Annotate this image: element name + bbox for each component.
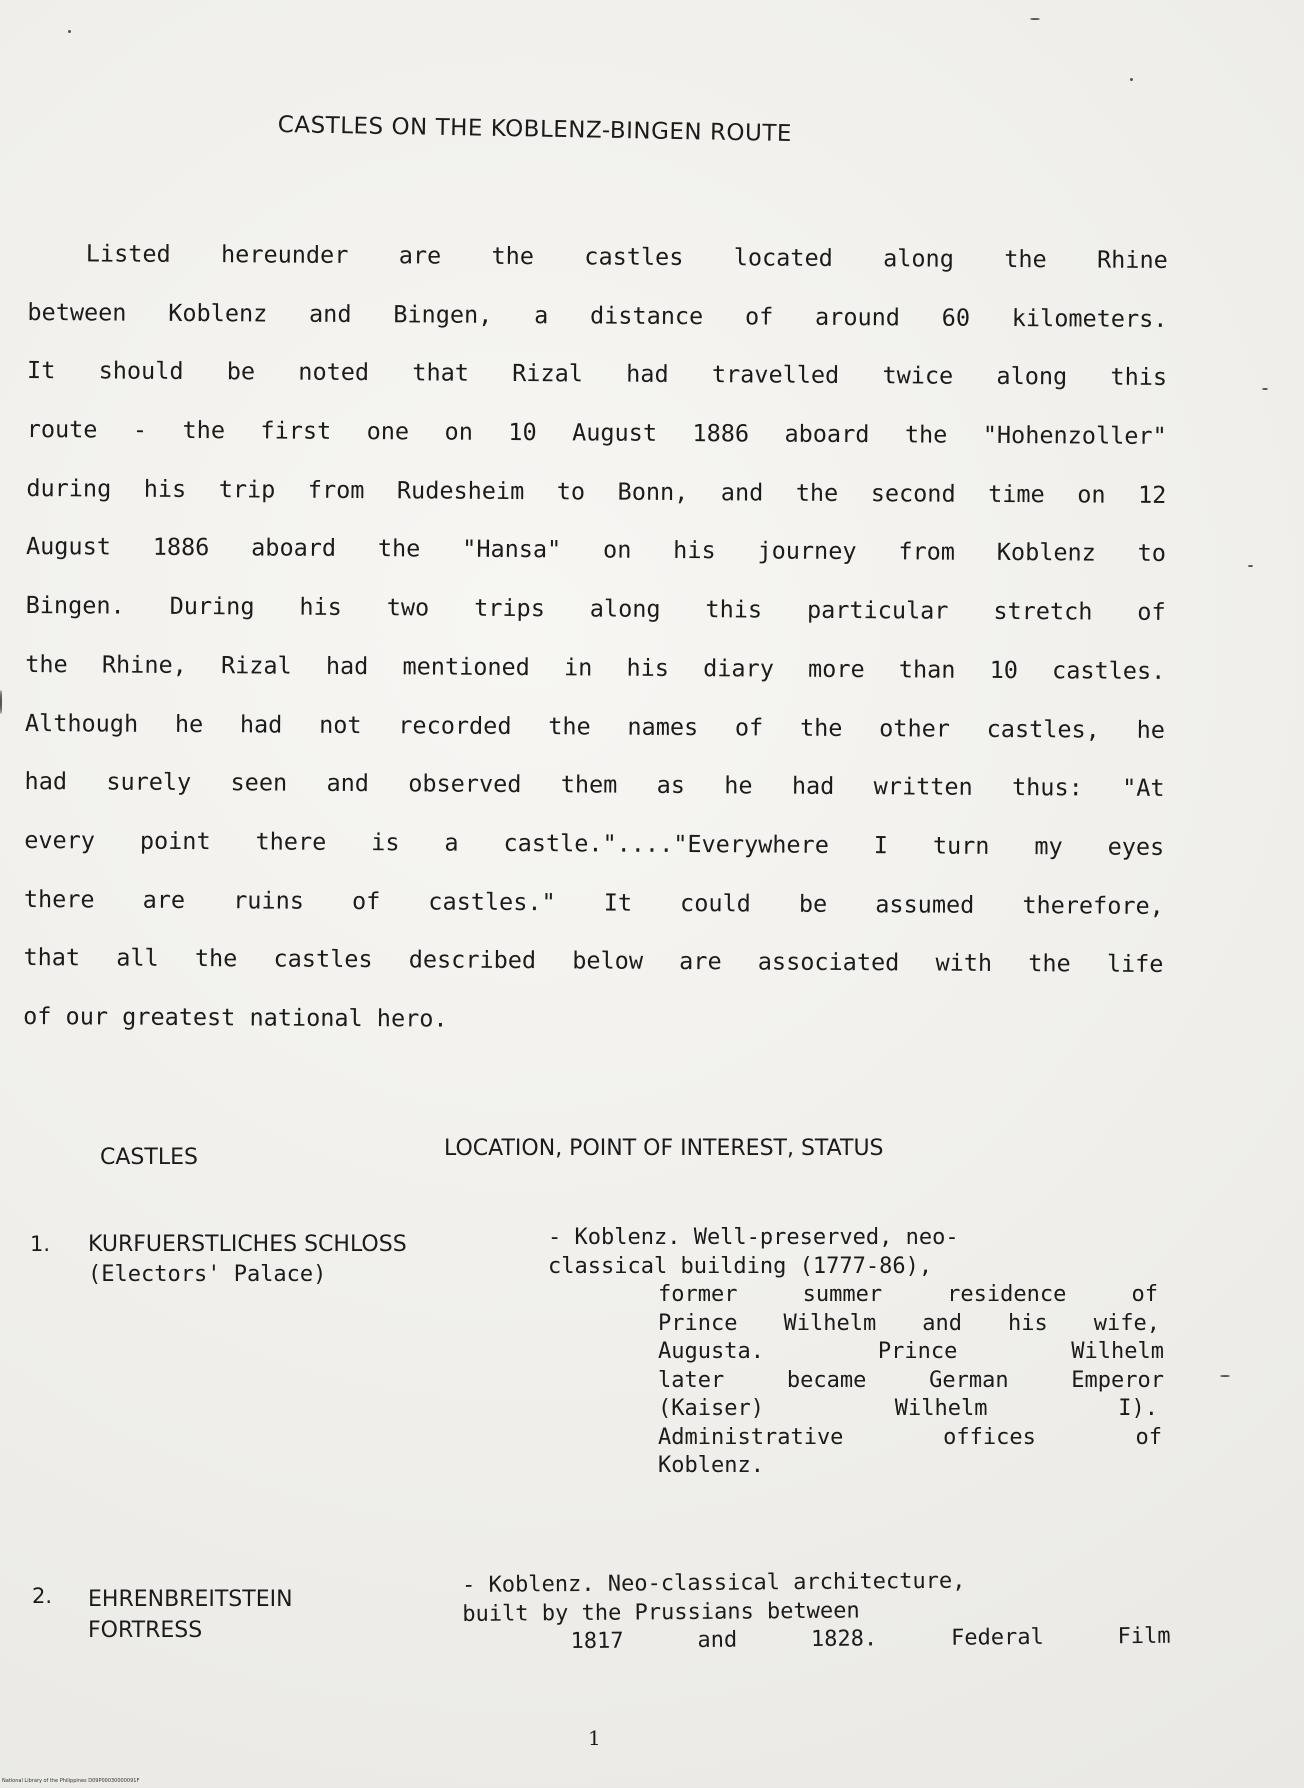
description-line: 1817 and 1828. Federal Film xyxy=(570,1623,1171,1655)
entry-name: EHRENBREITSTEIN xyxy=(88,1587,293,1612)
intro-line: It should be noted that Rizal had travelled twice along this xyxy=(27,356,1168,392)
intro-paragraph xyxy=(23,224,1168,1053)
entry-description xyxy=(462,1566,1171,1658)
description-line: Koblenz. xyxy=(658,1453,764,1478)
description-line: - Koblenz. Neo-classical architecture, xyxy=(462,1568,966,1598)
description-line: classical building (1777-86), xyxy=(548,1253,933,1279)
page-number: 1 xyxy=(588,1726,601,1750)
description-line: (Kaiser) Wilhelm I). xyxy=(658,1396,1158,1421)
entry-subname: (Electors' Palace) xyxy=(88,1262,327,1287)
column-header-location: LOCATION, POINT OF INTEREST, STATUS xyxy=(444,1136,884,1161)
intro-line: that all the castles described below are associated with the life xyxy=(23,943,1164,979)
description-line: Prince Wilhelm and his wife, xyxy=(658,1310,1160,1336)
archive-footer: National Library of the Philippines D09P00030000091F xyxy=(2,1778,140,1784)
intro-line: there are ruins of castles." It could be assumed therefore, xyxy=(23,884,1164,920)
scan-speck xyxy=(0,690,2,714)
description-line: former summer residence of xyxy=(658,1282,1158,1307)
scan-speck xyxy=(1262,388,1268,390)
description-line: - Koblenz. Well-preserved, neo- xyxy=(548,1225,959,1250)
scan-speck xyxy=(1130,78,1133,81)
scan-speck xyxy=(1220,1375,1230,1377)
scan-speck xyxy=(1030,18,1040,20)
entry-description xyxy=(548,1224,1168,1481)
entry-name: KURFUERSTLICHES SCHLOSS xyxy=(88,1232,407,1257)
scan-speck xyxy=(68,30,71,33)
intro-line: every point there is a castle."...."Everywhere I turn my eyes xyxy=(24,825,1165,861)
intro-line: route - the first one on 10 August 1886 aboard the "Hohenzoller" xyxy=(26,415,1167,451)
intro-line: had surely seen and observed them as he had written thus: "At xyxy=(24,767,1165,803)
description-line: Augusta. Prince Wilhelm xyxy=(658,1339,1164,1364)
intro-line: of our greatest national hero. xyxy=(23,1001,448,1033)
intro-line: Although he had not recorded the names of the other castles, he xyxy=(24,708,1166,744)
intro-line: between Koblenz and Bingen, a distance of around 60 kilometers. xyxy=(27,297,1168,333)
intro-line: during his trip from Rudesheim to Bonn, and the second time on 12 xyxy=(26,473,1167,509)
intro-line: the Rhine, Rizal had mentioned in his diary more than 10 castles. xyxy=(25,649,1166,685)
entry-name: FORTRESS xyxy=(88,1618,203,1643)
intro-line: Listed hereunder are the castles located along the Rhine xyxy=(85,239,1168,274)
column-header-castles: CASTLES xyxy=(100,1145,198,1170)
entry-number: 2. xyxy=(32,1584,53,1608)
entry-number: 1. xyxy=(30,1232,51,1256)
description-line: built by the Prussians between xyxy=(462,1598,860,1627)
description-line: later became German Emperor xyxy=(658,1367,1164,1393)
document-title: CASTLES ON THE KOBLENZ-BINGEN ROUTE xyxy=(277,112,793,147)
intro-line: August 1886 aboard the "Hansa" on his journey from Koblenz to xyxy=(25,532,1167,568)
scan-speck xyxy=(1248,565,1253,567)
intro-line: Bingen. During his two trips along this particular stretch of xyxy=(25,591,1166,627)
description-line: Administrative offices of xyxy=(658,1424,1162,1450)
